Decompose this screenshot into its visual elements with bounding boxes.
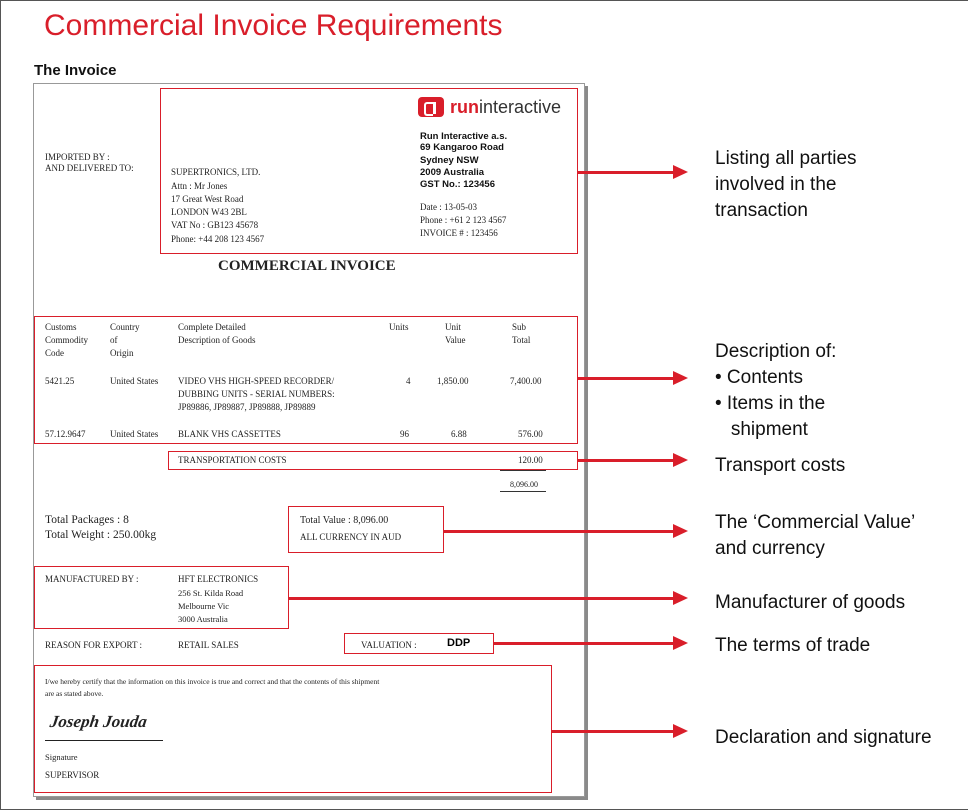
arrow-description-icon bbox=[578, 377, 674, 380]
manufacturer-name: HFT ELECTRONICS bbox=[178, 574, 259, 584]
annotation-transport: Transport costs bbox=[715, 455, 846, 476]
annotation-terms: The terms of trade bbox=[715, 635, 871, 656]
manufacturer-city: Melbourne Vic bbox=[178, 601, 230, 611]
header-unit-value-2: Value bbox=[445, 335, 466, 345]
row2-unit-value: 6.88 bbox=[451, 429, 467, 439]
row2-code: 57.12.9647 bbox=[45, 429, 86, 439]
total-packages: Total Packages : 8 bbox=[45, 514, 129, 526]
total-value: Total Value : 8,096.00 bbox=[300, 515, 389, 526]
annotation-parties-2: involved in the bbox=[715, 174, 837, 195]
arrow-parties-icon bbox=[578, 171, 674, 174]
header-description-2: Description of Goods bbox=[178, 335, 256, 345]
reason-label: REASON FOR EXPORT : bbox=[45, 640, 143, 650]
row1-description-1: VIDEO VHS HIGH-SPEED RECORDER/ bbox=[178, 376, 335, 386]
arrow-commercial-value-icon bbox=[444, 530, 674, 533]
declaration-line-2: are as stated above. bbox=[45, 689, 104, 698]
transport-label: TRANSPORTATION COSTS bbox=[178, 455, 287, 465]
header-country-3: Origin bbox=[110, 348, 134, 358]
declaration-line-1: I/we hereby certify that the information on this invoice is true and correct and that the contents of this shipment bbox=[45, 677, 380, 686]
highlight-transport bbox=[168, 451, 578, 470]
valuation-value: DDP bbox=[447, 637, 471, 649]
position-label: SUPERVISOR bbox=[45, 770, 100, 780]
invoice-heading: COMMERCIAL INVOICE bbox=[218, 258, 396, 274]
buyer-name: SUPERTRONICS, LTD. bbox=[171, 167, 261, 177]
buyer-phone: Phone: +44 208 123 4567 bbox=[171, 234, 265, 244]
row2-sub-total: 576.00 bbox=[518, 429, 543, 439]
manufacturer-street: 256 St. Kilda Road bbox=[178, 588, 244, 598]
logo-run-text: run bbox=[450, 97, 479, 117]
highlight-commercial-value bbox=[288, 506, 444, 553]
buyer-city: LONDON W43 2BL bbox=[171, 207, 247, 217]
imported-by-label: IMPORTED BY : bbox=[45, 152, 110, 162]
seller-country: 2009 Australia bbox=[420, 167, 485, 178]
header-commodity-2: Commodity bbox=[45, 335, 89, 345]
row2-units: 96 bbox=[400, 429, 409, 439]
arrow-manufacturer-icon bbox=[289, 597, 674, 600]
seller-gst: GST No.: 123456 bbox=[420, 179, 495, 190]
reason-value: RETAIL SALES bbox=[178, 640, 239, 650]
annotation-parties-3: transaction bbox=[715, 200, 808, 221]
row2-country: United States bbox=[110, 429, 159, 439]
header-description-1: Complete Detailed bbox=[178, 322, 246, 332]
invoice-date: Date : 13-05-03 bbox=[420, 202, 477, 212]
header-country-1: Country bbox=[110, 322, 140, 332]
total-rule-bottom bbox=[500, 491, 546, 492]
seller-phone: Phone : +61 2 123 4567 bbox=[420, 215, 507, 225]
annotation-parties-1: Listing all parties bbox=[715, 148, 857, 169]
row2-description: BLANK VHS CASSETTES bbox=[178, 429, 281, 439]
page-title: Commercial Invoice Requirements bbox=[44, 9, 503, 42]
header-sub-total-1: Sub bbox=[512, 322, 527, 332]
signature-label: Signature bbox=[45, 752, 78, 762]
row1-description-2: DUBBING UNITS - SERIAL NUMBERS: bbox=[178, 389, 335, 399]
manufacturer-postcode: 3000 Australia bbox=[178, 614, 228, 624]
signature-image: Joseph Jouda bbox=[48, 712, 149, 731]
annotation-commercial-value-2: and currency bbox=[715, 538, 825, 559]
row1-code: 5421.25 bbox=[45, 376, 75, 386]
header-sub-total-2: Total bbox=[512, 335, 531, 345]
annotation-description-1: Description of: bbox=[715, 341, 837, 362]
header-unit-value-1: Unit bbox=[445, 322, 462, 332]
row1-units: 4 bbox=[406, 376, 411, 386]
transport-value: 120.00 bbox=[518, 455, 543, 465]
buyer-vat: VAT No : GB123 45678 bbox=[171, 220, 259, 230]
row1-country: United States bbox=[110, 376, 159, 386]
currency-note: ALL CURRENCY IN AUD bbox=[300, 532, 402, 542]
annotation-description-4: shipment bbox=[715, 419, 808, 440]
arrow-terms-icon bbox=[494, 642, 674, 645]
header-units: Units bbox=[389, 322, 409, 332]
arrow-transport-icon bbox=[578, 459, 674, 462]
page-subtitle: The Invoice bbox=[34, 62, 117, 79]
valuation-label: VALUATION : bbox=[361, 640, 417, 650]
seller-street: 69 Kangaroo Road bbox=[420, 142, 504, 153]
row1-unit-value: 1,850.00 bbox=[437, 376, 469, 386]
annotation-description-2: • Contents bbox=[715, 367, 803, 388]
grand-total: 8,096.00 bbox=[510, 480, 538, 489]
buyer-attn: Attn : Mr Jones bbox=[171, 181, 228, 191]
annotation-declaration: Declaration and signature bbox=[715, 727, 932, 748]
header-country-2: of bbox=[110, 335, 118, 345]
annotation-commercial-value-1: The ‘Commercial Value’ bbox=[715, 512, 916, 533]
manufactured-by-label: MANUFACTURED BY : bbox=[45, 574, 139, 584]
seller-name: Run Interactive a.s. bbox=[420, 131, 508, 142]
highlight-manufacturer bbox=[34, 566, 289, 629]
delivered-to-label: AND DELIVERED TO: bbox=[45, 163, 134, 173]
highlight-terms bbox=[344, 633, 494, 654]
highlight-description bbox=[34, 316, 578, 444]
logo-interactive-text: interactive bbox=[479, 97, 562, 117]
annotation-description-3: • Items in the bbox=[715, 393, 826, 414]
arrow-declaration-icon bbox=[552, 730, 674, 733]
invoice-number: INVOICE # : 123456 bbox=[420, 228, 498, 238]
seller-city: Sydney NSW bbox=[420, 155, 479, 166]
annotation-manufacturer: Manufacturer of goods bbox=[715, 592, 906, 613]
highlight-parties bbox=[160, 88, 578, 254]
highlight-declaration bbox=[34, 665, 552, 793]
header-commodity-3: Code bbox=[45, 348, 64, 358]
total-rule-top bbox=[500, 470, 546, 471]
buyer-street: 17 Great West Road bbox=[171, 194, 244, 204]
total-weight: Total Weight : 250.00kg bbox=[45, 529, 157, 541]
header-commodity-1: Customs bbox=[45, 322, 77, 332]
row1-description-3: JP89886, JP89887, JP89888, JP89889 bbox=[178, 402, 316, 412]
row1-sub-total: 7,400.00 bbox=[510, 376, 542, 386]
